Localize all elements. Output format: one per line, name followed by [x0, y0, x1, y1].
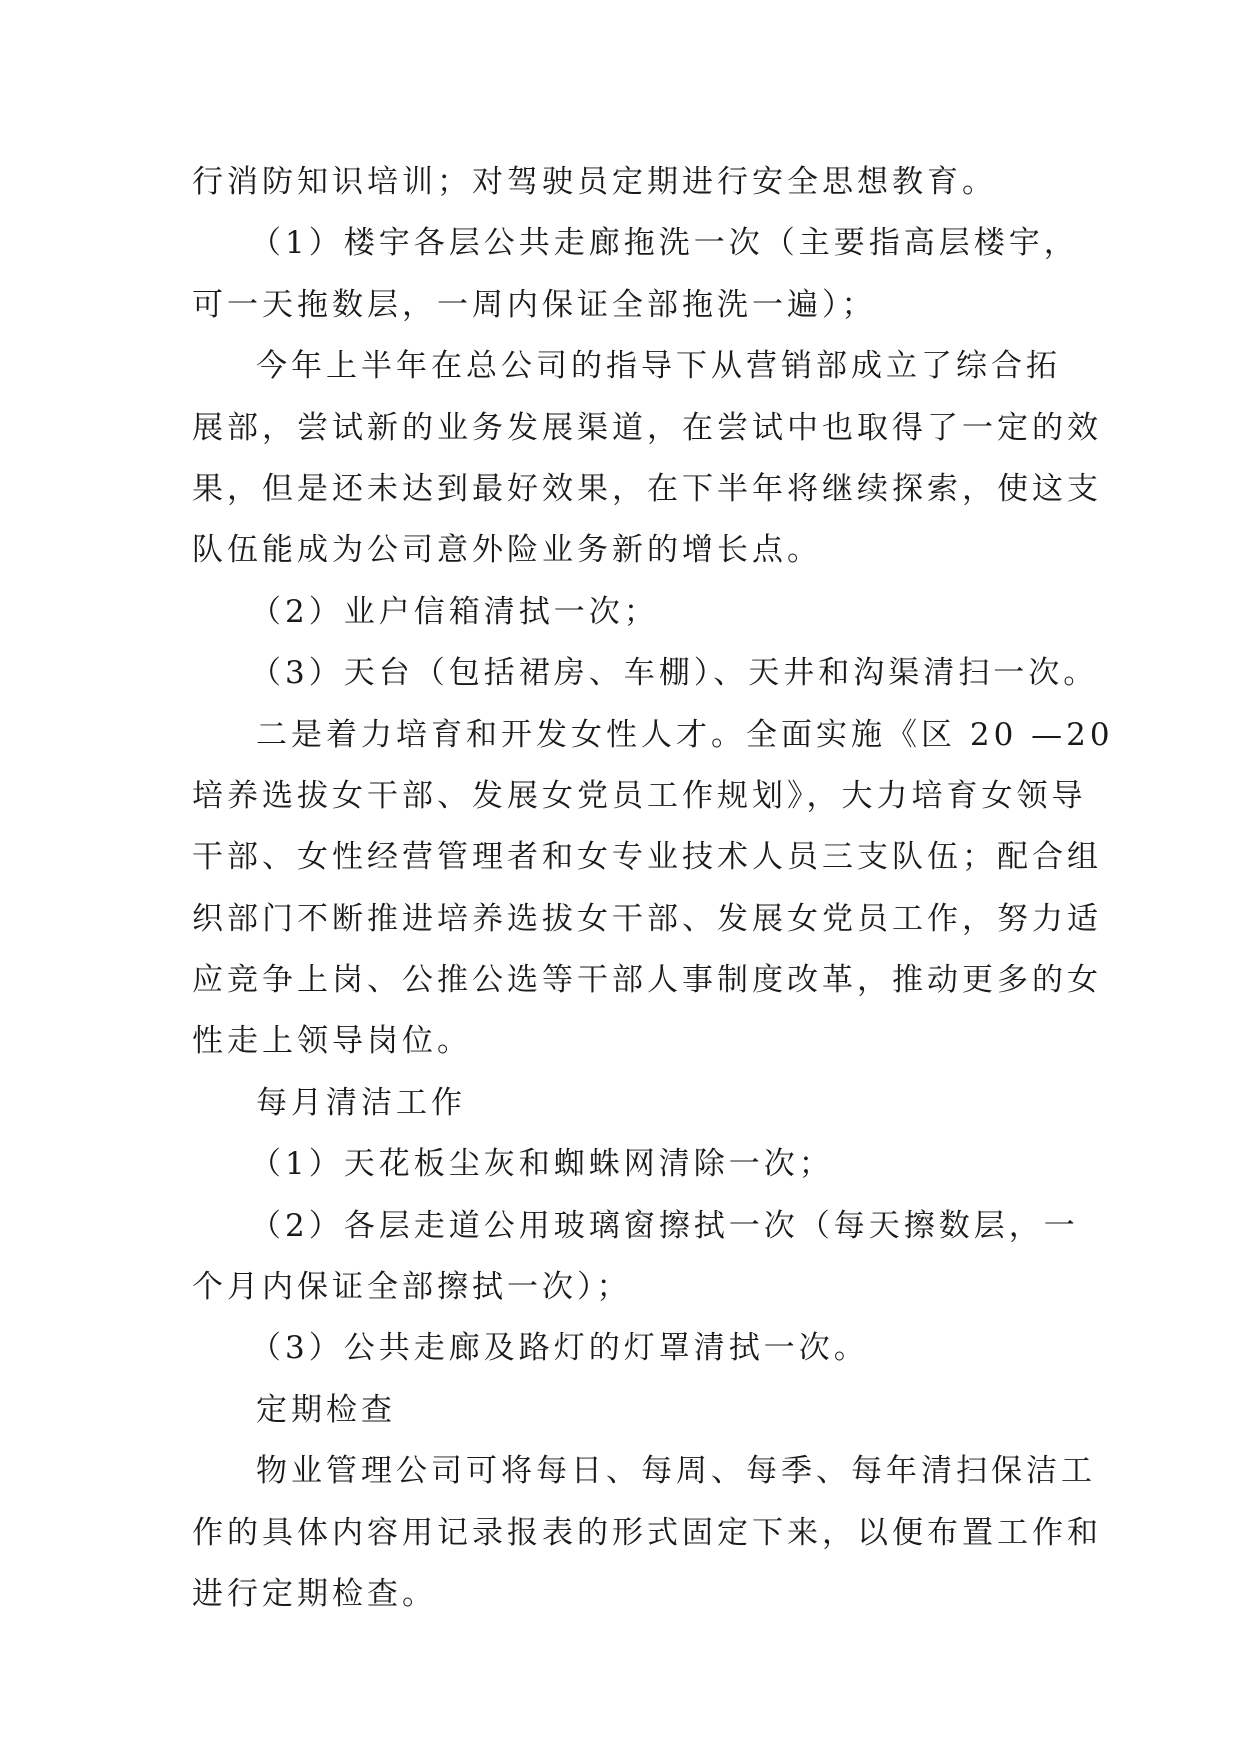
text-line: 作的具体内容用记录报表的形式固定下来，以便布置工作和	[192, 1514, 1102, 1551]
text-line: 果，但是还未达到最好效果，在下半年将继续探索，使这支	[192, 470, 1102, 507]
text-line: 个月内保证全部擦拭一次）；	[192, 1269, 632, 1306]
section-heading: 每月清洁工作	[256, 1084, 466, 1121]
text-line: （1）天花板尘灰和蜘蛛网清除一次；	[250, 1146, 834, 1183]
text-line: （3）天台（包括裙房、车棚）、天井和沟渠清扫一次。	[250, 655, 1099, 692]
text-line: （3）公共走廊及路灯的灯罩清拭一次。	[250, 1330, 869, 1367]
body-text	[192, 152, 1114, 1625]
text-line: 性走上领导岗位。	[192, 1023, 472, 1060]
text-line: 可一天拖数层，一周内保证全部拖洗一遍）；	[192, 286, 877, 323]
text-line: （2）各层走道公用玻璃窗擦拭一次（每天擦数层，一	[250, 1207, 1079, 1244]
text-line: 干部、女性经营管理者和女专业技术人员三支队伍；配合组	[192, 839, 1102, 876]
text-line: 应竞争上岗、公推公选等干部人事制度改革，推动更多的女	[192, 962, 1102, 999]
text-line: （1）楼宇各层公共走廊拖洗一次（主要指高层楼宇，	[250, 225, 1079, 262]
section-heading: 定期检查	[256, 1391, 396, 1428]
text-line: 队伍能成为公司意外险业务新的增长点。	[192, 532, 822, 569]
text-line: 进行定期检查。	[192, 1575, 437, 1612]
text-line: 展部，尝试新的业务发展渠道，在尝试中也取得了一定的效	[192, 409, 1102, 446]
text-line: 行消防知识培训；对驾驶员定期进行安全思想教育。	[192, 164, 997, 200]
text-line: 今年上半年在总公司的指导下从营销部成立了综合拓	[256, 348, 1061, 385]
text-line: 织部门不断推进培养选拔女干部、发展女党员工作，努力适	[192, 900, 1102, 937]
text-line: 培养选拔女干部、发展女党员工作规划》，大力培育女领导	[192, 777, 1087, 814]
text-line: 二是着力培育和开发女性人才。全面实施《区 20 —20	[256, 716, 1114, 753]
text-line: （2）业户信箱清拭一次；	[250, 593, 659, 630]
text-line: 物业管理公司可将每日、每周、每季、每年清扫保洁工	[256, 1453, 1096, 1490]
